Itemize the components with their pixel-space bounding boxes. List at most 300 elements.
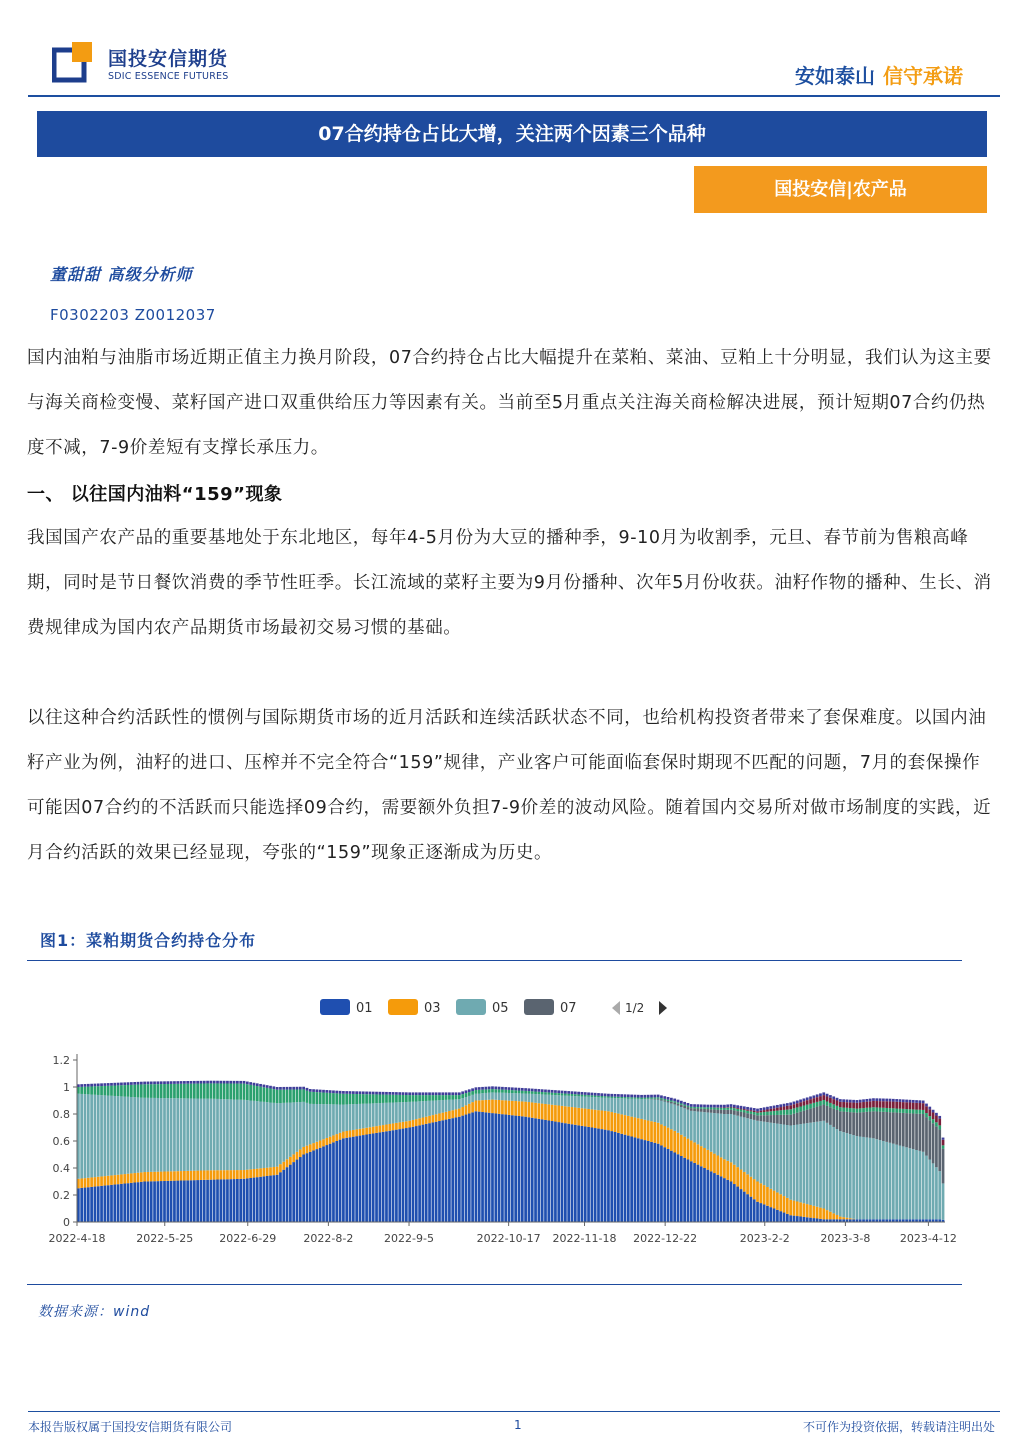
bar-segment-s_top: [150, 1082, 153, 1085]
bar-segment-s03: [663, 1126, 666, 1147]
bar-segment-s07: [693, 1108, 696, 1111]
bar-segment-s_top: [362, 1091, 365, 1094]
bar-segment-s_top: [882, 1099, 885, 1102]
bar-segment-s11: [928, 1109, 931, 1116]
bar-segment-s03: [574, 1107, 577, 1124]
bar-segment-s03: [289, 1157, 292, 1165]
bar-segment-s05: [104, 1095, 107, 1176]
y-tick-label: 1.2: [52, 1054, 70, 1067]
bar-segment-s09: [581, 1095, 584, 1097]
bar-segment-s07: [852, 1112, 855, 1135]
bar-segment-s09: [392, 1095, 395, 1103]
bar-segment-s09: [246, 1084, 249, 1100]
bar-segment-s07: [839, 1111, 842, 1131]
bar-segment-s01: [388, 1131, 391, 1222]
bar-segment-s11: [885, 1101, 888, 1108]
bar-segment-s09: [627, 1097, 630, 1098]
bar-segment-s_top: [594, 1093, 597, 1096]
bar-segment-s09: [617, 1097, 620, 1098]
bar-segment-s_top: [296, 1087, 299, 1090]
bar-segment-s03: [398, 1122, 401, 1129]
bar-segment-s05: [392, 1103, 395, 1124]
bar-segment-s03: [733, 1165, 736, 1184]
bar-segment-s01: [193, 1180, 196, 1222]
bar-segment-s03: [345, 1131, 348, 1138]
bar-segment-s_top: [514, 1088, 517, 1091]
bar-segment-s07: [789, 1115, 792, 1126]
bar-segment-s_top: [176, 1081, 179, 1084]
bar-segment-s05: [471, 1095, 474, 1102]
bar-segment-s03: [630, 1117, 633, 1137]
bar-segment-s01: [299, 1157, 302, 1222]
bar-segment-s11: [899, 1102, 902, 1109]
bar-segment-s09: [335, 1093, 338, 1104]
bar-segment-s05: [226, 1099, 229, 1170]
bar-segment-s03: [485, 1100, 488, 1112]
bar-segment-s05: [203, 1099, 206, 1171]
bar-segment-s05: [508, 1093, 511, 1101]
bar-segment-s11: [865, 1102, 868, 1108]
bar-segment-s01: [769, 1207, 772, 1222]
bar-segment-s_top: [740, 1106, 743, 1109]
bar-segment-s_top: [816, 1094, 819, 1097]
bar-segment-s05: [829, 1125, 832, 1212]
bar-segment-s_top: [875, 1098, 878, 1101]
bar-segment-s01: [163, 1181, 166, 1222]
bar-segment-s07: [690, 1108, 693, 1111]
bar-segment-s05: [769, 1123, 772, 1189]
bar-segment-s09: [730, 1108, 733, 1110]
legend-label-05: 05: [492, 1001, 509, 1016]
bar-segment-s_top: [236, 1081, 239, 1084]
bar-segment-s05: [892, 1144, 895, 1220]
bar-segment-s09: [597, 1096, 600, 1098]
figure-rule-top: [27, 960, 962, 961]
bar-segment-s01: [170, 1181, 173, 1222]
bar-segment-s01: [687, 1160, 690, 1223]
bar-segment-s09: [872, 1107, 875, 1111]
bar-segment-s01: [352, 1137, 355, 1222]
bar-segment-s03: [213, 1170, 216, 1179]
bar-segment-s05: [879, 1140, 882, 1219]
bar-segment-s01: [239, 1179, 242, 1222]
bar-segment-s_top: [773, 1106, 776, 1109]
bar-segment-s01: [127, 1183, 130, 1222]
bar-segment-s01: [256, 1177, 259, 1222]
bar-segment-s09: [229, 1084, 232, 1100]
bar-segment-s01: [90, 1187, 93, 1222]
bar-segment-s03: [528, 1102, 531, 1117]
bar-segment-s07: [915, 1114, 918, 1150]
bar-segment-s03: [783, 1196, 786, 1212]
bar-segment-s_top: [405, 1092, 408, 1095]
bar-segment-s09: [620, 1097, 623, 1098]
bar-segment-s09: [604, 1096, 607, 1097]
bar-segment-s09: [932, 1119, 935, 1123]
bar-segment-s07: [905, 1113, 908, 1147]
bar-segment-s_top: [355, 1091, 358, 1094]
bar-segment-s01: [219, 1179, 222, 1222]
bar-segment-s_top: [120, 1083, 123, 1086]
bar-segment-s05: [736, 1116, 739, 1167]
bar-segment-s01: [567, 1124, 570, 1222]
bar-segment-s03: [561, 1106, 564, 1123]
bar-segment-s03: [342, 1132, 345, 1139]
bar-segment-s09: [210, 1083, 213, 1098]
bar-segment-s01: [591, 1128, 594, 1223]
bar-segment-s05: [117, 1096, 120, 1175]
bar-segment-s09: [852, 1108, 855, 1112]
bar-segment-s03: [339, 1133, 342, 1140]
bar-segment-s05: [352, 1104, 355, 1130]
bar-segment-s07: [925, 1117, 928, 1156]
bar-segment-s05: [465, 1097, 468, 1105]
bar-segment-s_top: [392, 1092, 395, 1095]
bar-segment-s05: [458, 1099, 461, 1108]
company-name-cn: 国投安信期货: [108, 48, 229, 70]
bar-segment-s05: [80, 1094, 83, 1179]
bar-segment-s09: [140, 1084, 143, 1097]
bar-segment-s03: [445, 1112, 448, 1120]
bar-segment-s09: [647, 1097, 650, 1098]
bar-segment-s_top: [200, 1081, 203, 1084]
bar-segment-s05: [94, 1095, 97, 1177]
bar-segment-s03: [564, 1106, 567, 1123]
bar-segment-s03: [637, 1118, 640, 1138]
bar-segment-s03: [448, 1111, 451, 1119]
bar-segment-s05: [120, 1096, 123, 1174]
bar-segment-s05: [239, 1100, 242, 1170]
bar-segment-s09: [133, 1085, 136, 1097]
bar-segment-s09: [438, 1095, 441, 1100]
bar-segment-s09: [928, 1116, 931, 1120]
bar-segment-s03: [431, 1115, 434, 1122]
bar-segment-s01: [630, 1137, 633, 1223]
bar-segment-s_top: [544, 1090, 547, 1093]
bar-segment-s07: [713, 1109, 716, 1113]
bar-segment-s01: [703, 1168, 706, 1222]
bar-segment-s_top: [418, 1092, 421, 1095]
bar-segment-s_top: [703, 1105, 706, 1108]
bar-segment-s03: [547, 1104, 550, 1120]
bar-segment-s_top: [859, 1100, 862, 1103]
bar-segment-s01: [150, 1181, 153, 1222]
x-tick-label: 2022-6-29: [219, 1232, 277, 1245]
bar-segment-s05: [591, 1097, 594, 1109]
bar-segment-s03: [140, 1172, 143, 1181]
bar-segment-s03: [282, 1162, 285, 1170]
bar-segment-s05: [607, 1098, 610, 1112]
bar-segment-s07: [935, 1126, 938, 1167]
bar-segment-s_top: [905, 1100, 908, 1103]
bar-segment-s09: [292, 1090, 295, 1103]
bar-segment-s05: [196, 1099, 199, 1171]
bar-segment-s_top: [455, 1092, 458, 1095]
bar-segment-s03: [372, 1127, 375, 1134]
bar-segment-s03: [614, 1113, 617, 1132]
bar-segment-s05: [272, 1103, 275, 1167]
bar-segment-s09: [488, 1089, 491, 1092]
bar-segment-s05: [919, 1151, 922, 1219]
bar-segment-s03: [415, 1119, 418, 1126]
bar-segment-s03: [186, 1171, 189, 1180]
bar-segment-s_top: [753, 1108, 756, 1111]
bar-segment-s01: [259, 1177, 262, 1222]
bar-segment-s09: [902, 1109, 905, 1113]
bar-segment-s11: [726, 1107, 729, 1108]
bar-segment-s01: [759, 1203, 762, 1222]
bar-segment-s05: [567, 1096, 570, 1107]
bar-segment-s03: [584, 1109, 587, 1127]
bar-segment-s05: [842, 1132, 845, 1217]
bar-segment-s07: [796, 1113, 799, 1125]
bar-segment-s09: [637, 1098, 640, 1099]
bar-segment-s01: [84, 1188, 87, 1222]
report-title: 07合约持仓占比大增，关注两个因素三个品种: [37, 111, 987, 157]
bar-segment-s09: [316, 1092, 319, 1104]
bar-segment-s05: [895, 1145, 898, 1220]
bar-segment-s07: [670, 1102, 673, 1104]
bar-segment-s11: [915, 1103, 918, 1110]
bar-segment-s05: [730, 1114, 733, 1162]
bar-segment-s09: [822, 1100, 825, 1105]
bar-segment-s03: [524, 1102, 527, 1117]
bar-segment-s05: [475, 1094, 478, 1101]
bar-segment-s_top: [756, 1109, 759, 1112]
bar-segment-s01: [468, 1113, 471, 1222]
bar-segment-s01: [200, 1180, 203, 1222]
paragraph-background: 我国国产农产品的重要基地处于东北地区，每年4-5月份为大豆的播种季，9-10月为收割季，元旦、春节前为售粮高峰期，同时是节日餐饮消费的季节性旺季。长江流域的菜籽主要为9月份播种、次年5月份收获。油籽作物的播种、生长、消费规律成为国内农产品期货市场最初交易习惯的基础。: [27, 528, 992, 638]
bar-segment-s05: [461, 1098, 464, 1107]
bar-segment-s09: [706, 1107, 709, 1109]
bar-segment-s_top: [107, 1083, 110, 1086]
bar-segment-s05: [865, 1137, 868, 1219]
bar-segment-s05: [816, 1122, 819, 1207]
bar-segment-s05: [229, 1099, 232, 1170]
bar-segment-s05: [597, 1097, 600, 1110]
bar-segment-s01: [263, 1176, 266, 1222]
y-tick-label: 0.4: [52, 1162, 70, 1175]
bar-segment-s05: [799, 1124, 802, 1202]
bar-segment-s07: [687, 1107, 690, 1110]
bar-segment-s11: [826, 1096, 829, 1101]
bar-segment-s01: [438, 1121, 441, 1222]
bar-segment-s_top: [312, 1089, 315, 1092]
bar-segment-s01: [233, 1179, 236, 1222]
bar-segment-s09: [249, 1085, 252, 1101]
bar-segment-s_top: [769, 1106, 772, 1109]
bar-segment-s03: [567, 1107, 570, 1124]
bar-segment-s01: [418, 1125, 421, 1222]
bar-segment-s03: [610, 1112, 613, 1131]
bar-segment-s01: [100, 1186, 103, 1222]
bar-segment-s_top: [441, 1092, 444, 1095]
bar-segment-s09: [809, 1104, 812, 1109]
bar-segment-s01: [405, 1128, 408, 1222]
bar-segment-s09: [418, 1095, 421, 1101]
bar-segment-s03: [577, 1108, 580, 1126]
bar-segment-s_top: [653, 1095, 656, 1098]
bar-segment-s01: [491, 1113, 494, 1222]
bar-segment-s09: [587, 1095, 590, 1097]
bar-segment-s_top: [398, 1092, 401, 1095]
bar-segment-s01: [365, 1135, 368, 1222]
y-tick-label: 1: [63, 1081, 70, 1094]
bar-segment-s_top: [574, 1092, 577, 1095]
bar-segment-s01: [617, 1133, 620, 1222]
bar-segment-s03: [720, 1157, 723, 1176]
bar-segment-s07: [663, 1100, 666, 1101]
bar-segment-s_top: [180, 1081, 183, 1084]
bar-segment-s01: [773, 1209, 776, 1223]
bar-segment-s09: [104, 1086, 107, 1095]
bar-segment-s01: [117, 1184, 120, 1222]
bar-segment-s09: [153, 1084, 156, 1098]
bar-segment-s01: [166, 1181, 169, 1222]
bar-segment-s09: [899, 1109, 902, 1113]
bar-segment-s09: [130, 1085, 133, 1097]
bar-segment-s07: [650, 1099, 653, 1100]
bar-segment-s05: [306, 1103, 309, 1146]
bar-segment-s_top: [627, 1094, 630, 1097]
bar-segment-s11: [793, 1104, 796, 1108]
bar-segment-s_top: [435, 1092, 438, 1095]
bar-segment-s_top: [375, 1092, 378, 1095]
bar-segment-s09: [196, 1084, 199, 1099]
bar-segment-s07: [856, 1113, 859, 1136]
bar-segment-s_top: [673, 1099, 676, 1102]
bar-segment-s_top: [491, 1086, 494, 1089]
bar-segment-s_top: [335, 1091, 338, 1094]
footer-rule: [28, 1411, 1000, 1412]
bar-segment-s05: [740, 1117, 743, 1170]
bar-segment-s05: [216, 1099, 219, 1170]
bar-segment-s03: [428, 1116, 431, 1123]
bar-segment-s03: [196, 1171, 199, 1180]
bar-segment-s09: [378, 1094, 381, 1103]
bar-segment-s_top: [836, 1098, 839, 1101]
x-tick-label: 2023-4-12: [899, 1232, 957, 1245]
bar-segment-s05: [905, 1147, 908, 1219]
bar-segment-s09: [895, 1109, 898, 1113]
bar-segment-s05: [584, 1097, 587, 1109]
bar-segment-s05: [349, 1104, 352, 1130]
bar-segment-s03: [508, 1101, 511, 1115]
bar-segment-s11: [942, 1140, 945, 1146]
bar-segment-s03: [746, 1174, 749, 1194]
bar-segment-s03: [306, 1146, 309, 1153]
bar-segment-s09: [306, 1091, 309, 1103]
bar-segment-s_top: [471, 1088, 474, 1091]
bar-segment-s11: [849, 1102, 852, 1108]
bar-segment-s03: [504, 1100, 507, 1114]
bar-segment-s09: [471, 1091, 474, 1095]
bar-segment-s09: [518, 1090, 521, 1093]
bar-segment-s01: [557, 1122, 560, 1222]
company-logo: [52, 40, 262, 90]
bar-segment-s01: [289, 1165, 292, 1222]
bar-segment-s_top: [667, 1097, 670, 1100]
bar-segment-s05: [147, 1098, 150, 1172]
bar-segment-s_top: [895, 1099, 898, 1102]
bar-segment-s07: [806, 1110, 809, 1124]
x-tick-label: 2022-9-5: [384, 1232, 434, 1245]
bar-segment-s07: [786, 1115, 789, 1125]
bar-segment-s07: [753, 1115, 756, 1120]
bar-segment-s01: [378, 1132, 381, 1222]
bar-segment-s01: [746, 1194, 749, 1222]
bar-segment-s05: [183, 1098, 186, 1171]
bar-segment-s11: [902, 1102, 905, 1109]
bar-segment-s09: [610, 1097, 613, 1098]
bar-segment-s07: [726, 1110, 729, 1114]
bar-segment-s01: [534, 1118, 537, 1222]
bar-segment-s11: [783, 1106, 786, 1110]
bar-segment-s05: [190, 1098, 193, 1170]
bar-segment-s_top: [246, 1082, 249, 1085]
position-distribution-chart: [27, 990, 962, 1250]
bar-segment-s03: [617, 1114, 620, 1133]
bar-segment-s09: [700, 1107, 703, 1109]
legend-label-01: 01: [356, 1001, 373, 1016]
bar-segment-s09: [726, 1108, 729, 1110]
bar-segment-s03: [753, 1179, 756, 1199]
bar-segment-s03: [100, 1176, 103, 1185]
bar-segment-s01: [647, 1141, 650, 1222]
bar-segment-s09: [594, 1096, 597, 1098]
bar-segment-s01: [465, 1115, 468, 1222]
bar-segment-s09: [395, 1095, 398, 1103]
bar-segment-s_top: [243, 1081, 246, 1084]
bar-segment-s05: [786, 1125, 789, 1198]
bar-segment-s03: [229, 1170, 232, 1179]
bar-segment-s01: [441, 1120, 444, 1222]
bar-segment-s05: [640, 1099, 643, 1119]
bar-segment-s03: [680, 1135, 683, 1156]
bar-segment-s_top: [663, 1096, 666, 1099]
section-heading: 一、 以往国内油料“159”现象: [27, 484, 283, 505]
bar-segment-s03: [332, 1135, 335, 1142]
bar-segment-s07: [819, 1106, 822, 1122]
bar-segment-s01: [796, 1216, 799, 1222]
bar-segment-s09: [372, 1094, 375, 1103]
bar-segment-s11: [746, 1110, 749, 1111]
bar-segment-s01: [87, 1187, 90, 1222]
bar-segment-s_top: [640, 1095, 643, 1098]
bar-segment-s09: [286, 1090, 289, 1103]
bar-segment-s11: [892, 1102, 895, 1109]
bar-segment-s09: [571, 1094, 574, 1096]
bar-segment-s01: [544, 1120, 547, 1222]
bar-segment-s09: [213, 1083, 216, 1098]
bar-segment-s05: [422, 1101, 425, 1117]
bar-segment-s05: [657, 1100, 660, 1123]
bar-segment-s_top: [789, 1103, 792, 1106]
bar-segment-s09: [766, 1112, 769, 1116]
bar-segment-s05: [342, 1105, 345, 1132]
bar-segment-s01: [528, 1117, 531, 1222]
bar-segment-s01: [498, 1114, 501, 1222]
bar-segment-s09: [554, 1093, 557, 1095]
bar-segment-s09: [279, 1090, 282, 1103]
bar-segment-s11: [812, 1098, 815, 1103]
bar-segment-s05: [690, 1111, 693, 1141]
bar-segment-s05: [521, 1093, 524, 1101]
bar-segment-s11: [856, 1103, 859, 1109]
bar-segment-s01: [597, 1129, 600, 1222]
bar-segment-s_top: [551, 1090, 554, 1093]
bar-segment-s09: [693, 1107, 696, 1108]
